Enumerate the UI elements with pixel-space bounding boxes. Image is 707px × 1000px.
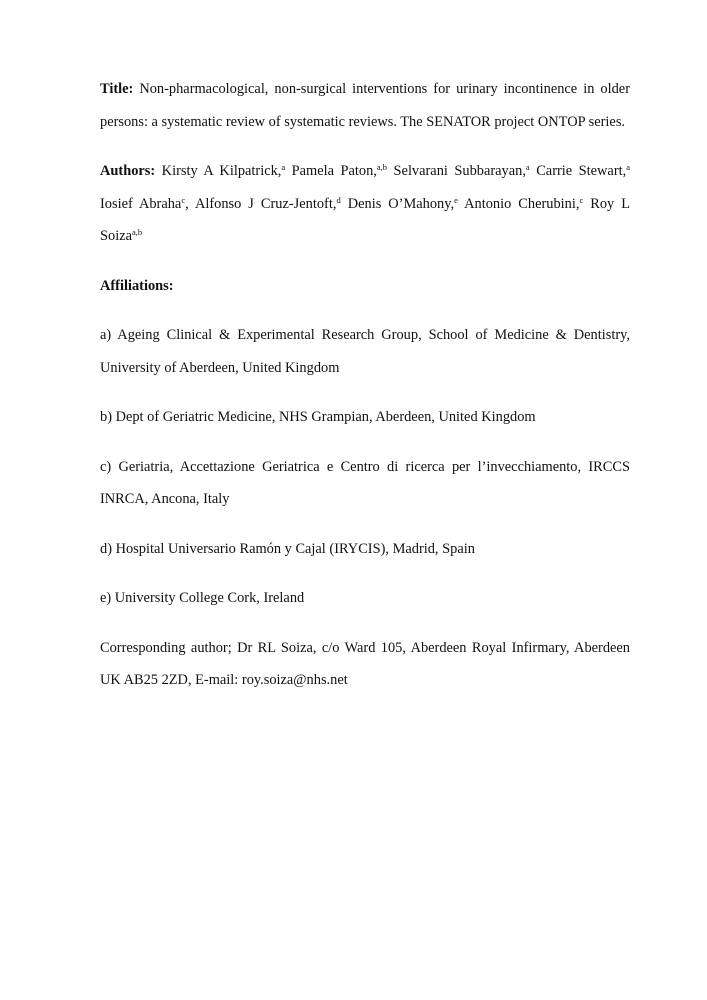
affiliation-d: d) Hospital Universario Ramón y Cajal (IRYCIS), Madrid, Spain <box>100 540 475 557</box>
author-subbarayan: Selvarani Subbarayan,$^a$ <box>393 162 530 179</box>
title-page <box>100 73 630 697</box>
affiliation-a: a) Ageing Clinical & Experimental Research Group, School of Medicine & Dentistry, University of Aberdeen, United Kingdom <box>100 327 630 376</box>
affiliation-c: c) Geriatria, Accettazione Geriatrica e Centro di ricerca per l’invecchiamento, IRCCS INRCA, Ancona, Italy <box>100 458 630 507</box>
title-label: Title: <box>100 81 134 97</box>
author-cherubini: Antonio Cherubini,$^c$ <box>464 194 584 212</box>
author-cruz-jentoft: Alfonso J Cruz-Jentoft,$^d$ <box>194 194 341 212</box>
author-omahony: Denis O’Mahony,$^e$ <box>347 194 458 212</box>
affiliations-heading: Affiliations: <box>100 277 174 294</box>
authors-label: Authors: <box>100 163 156 179</box>
title-text: Non-pharmacological, non-surgical interventions for urinary incontinence in older persons: a systematic review of systematic reviews. The SENATOR project ONTOP series. <box>100 81 630 130</box>
author-paton: Pamela Paton,$^{a,b}$ <box>291 162 388 179</box>
affiliation-b: b) Dept of Geriatric Medicine, NHS Grampian, Aberdeen, United Kingdom <box>100 409 536 425</box>
authors-paragraph <box>100 155 630 253</box>
title-paragraph <box>100 73 630 138</box>
affiliation-e: e) University College Cork, Ireland <box>100 590 305 606</box>
author-stewart: Carrie Stewart,$^a$ <box>536 162 630 179</box>
corresponding-author: Corresponding author; Dr RL Soiza, c/o Ward 105, Aberdeen Royal Infirmary, Aberdeen UK AB25 2ZD, E-mail: roy.soiza@nhs.net <box>100 639 630 688</box>
author-abraha: Iosief Abraha$^c$, <box>100 194 189 212</box>
author-soiza: Roy L Soiza$^{a,b}$ <box>100 195 631 244</box>
author-kilpatrick: Kirsty A Kilpatrick,$^a$ <box>161 162 286 179</box>
